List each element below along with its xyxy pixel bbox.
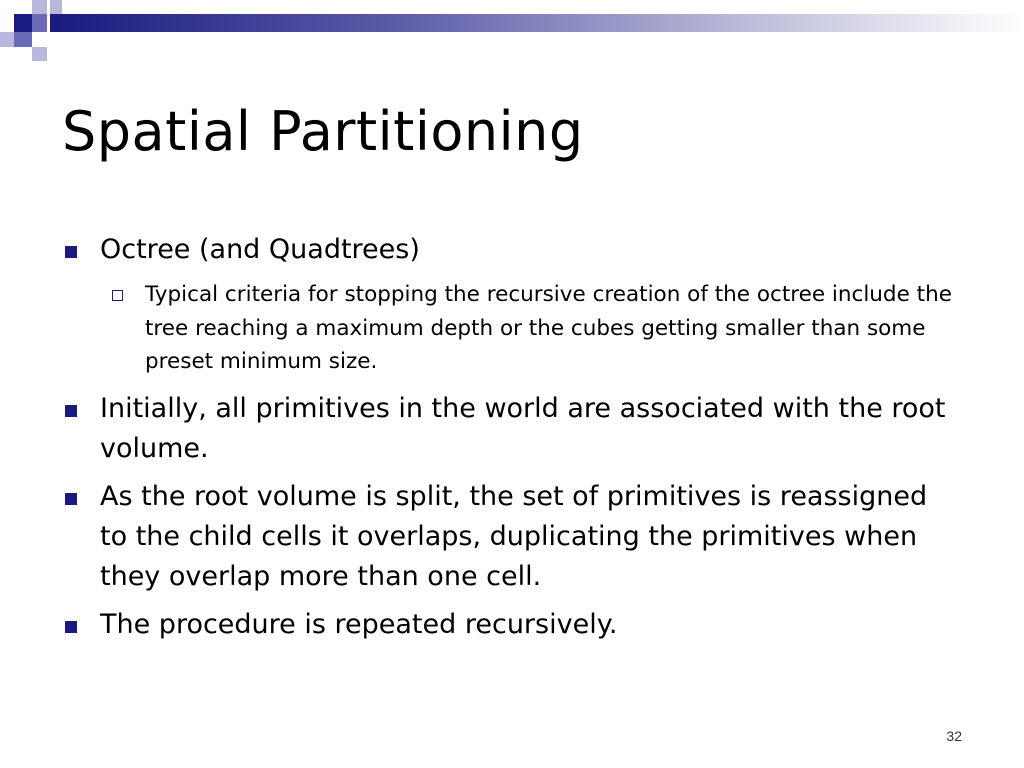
decor-square bbox=[14, 14, 32, 32]
bullet-item bbox=[62, 230, 962, 270]
square-bullet-icon bbox=[65, 621, 77, 633]
hollow-square-bullet-icon bbox=[112, 290, 123, 301]
header-gradient-bar bbox=[50, 14, 1024, 32]
decor-square bbox=[32, 47, 47, 61]
bullet-text: As the root volume is split, the set of primitives is reassigned to the child cells it overlaps, duplicating the primitives when they overlap more than one cell. bbox=[100, 480, 928, 592]
bullet-item bbox=[62, 477, 962, 597]
bullet-item bbox=[62, 389, 962, 469]
slide-title: Spatial Partitioning bbox=[62, 100, 584, 163]
decor-square bbox=[32, 0, 47, 14]
sub-bullet-text: Typical criteria for stopping the recursive creation of the octree include the tree reaching a maximum depth or the cubes getting smaller than some preset minimum size. bbox=[145, 282, 952, 374]
square-bullet-icon bbox=[65, 493, 77, 505]
bullet-item bbox=[62, 605, 962, 645]
decor-square bbox=[50, 0, 62, 14]
decor-square bbox=[14, 32, 32, 47]
bullet-text: The procedure is repeated recursively. bbox=[100, 608, 618, 640]
bullet-text: Initially, all primitives in the world are associated with the root volume. bbox=[100, 392, 946, 464]
bullet-text: Octree (and Quadtrees) bbox=[100, 234, 420, 265]
page-number: 32 bbox=[946, 728, 962, 744]
bullet-list bbox=[62, 230, 962, 653]
decor-square bbox=[0, 32, 14, 47]
square-bullet-icon bbox=[65, 405, 77, 417]
sub-bullet-item bbox=[62, 278, 962, 379]
decor-square bbox=[32, 14, 47, 32]
square-bullet-icon bbox=[65, 246, 77, 258]
